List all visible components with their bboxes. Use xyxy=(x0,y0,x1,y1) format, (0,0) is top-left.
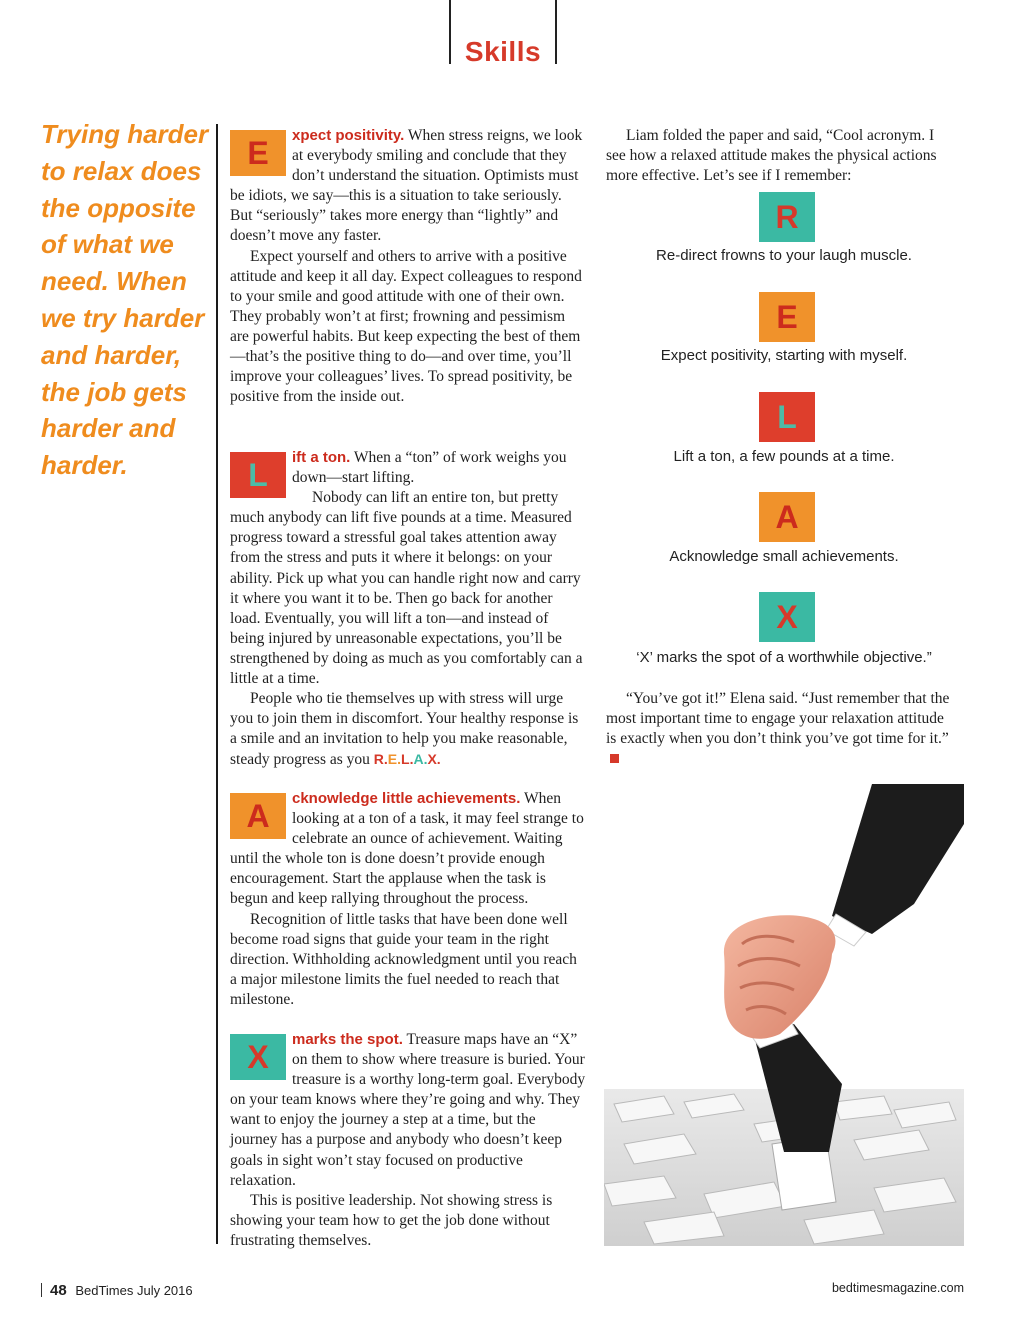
relax-letter-l: L. xyxy=(401,751,414,768)
acronym-box-a: A xyxy=(759,492,815,542)
paragraph: Nobody can lift an entire ton, but pretty much anybody can lift five pounds at a time. Measured progress toward a stressful goal takes attention away from the stress and puts it where it belongs: on your ability. Pick up what you can handle right now and carry it where you want it to be. Then go back for another load. Eventually, you will lift a ton—and instead of being injured by unreasonable expectations, you’ll be strengthened by doing as much as you comfortably can a little at a time. xyxy=(230,489,583,688)
section-marks-the-spot xyxy=(230,1030,586,1251)
paragraph-text: When looking at a ton of a task, it may feel strange to celebrate an ounce of achievement. Waiting until the whole ton is done doesn’t provide enough encouragement. Start the applause when the task is begun and keep rallying throughout the process. xyxy=(230,790,584,908)
relax-letter-x: X. xyxy=(427,751,441,768)
dropcap-x: X xyxy=(230,1034,286,1080)
section-lift-a-ton xyxy=(230,448,586,771)
paragraph: This is positive leadership. Not showing stress is showing your team how to get the job done without frustrating themselves. xyxy=(230,1191,553,1249)
dropcap-a: A xyxy=(230,793,286,839)
footer-website: bedtimesmagazine.com xyxy=(831,1281,964,1295)
paragraph-text: “You’ve got it!” Elena said. “Just remember that the most important time to engage your relaxation attitude is exactly when you don’t think you’ve got time for it.” xyxy=(606,690,950,748)
header-rule-right xyxy=(555,0,557,64)
publication-issue: BedTimes July 2016 xyxy=(75,1283,193,1298)
right-outro xyxy=(606,689,952,769)
page-number: 48 xyxy=(50,1282,67,1299)
relax-letter-a: A. xyxy=(413,751,428,768)
section-lead: xpect positivity. xyxy=(292,127,405,144)
section-lead: ift a ton. xyxy=(292,449,351,466)
paragraph-text: People who tie themselves up with stress will urge you to join them in discomfort. Your healthy response is a smile and an invitation to help you make reasonable, steady progress as you xyxy=(230,690,579,769)
paragraph: Liam folded the paper and said, “Cool acronym. I see how a relaxed attitude makes the physical actions more effective. Let’s see if I remember: xyxy=(606,127,937,185)
acronym-box-r: R xyxy=(759,192,815,242)
relax-letter-r: R. xyxy=(373,751,388,768)
paragraph: Recognition of little tasks that have been done well become road signs that guide your team in the right direction. Withholding acknowledgment until you reach a major milestone limits the fuel needed to reach that milestone. xyxy=(230,910,577,1008)
paragraph-text: When a “ton” of work weighs you down—start lifting. xyxy=(292,449,567,487)
clasped-hands xyxy=(724,915,836,1038)
section-expect-positivity xyxy=(230,126,586,407)
paragraph xyxy=(606,689,952,769)
pull-quote: Trying harder to relax does the opposite of what we need. When we try harder and harder, the job gets harder and harder. xyxy=(41,119,209,481)
footer-rule xyxy=(41,1283,42,1297)
dropcap-l: L xyxy=(230,452,286,498)
footer-folio xyxy=(50,1282,193,1299)
relax-letter-e: E. xyxy=(387,751,402,768)
acronym-caption-l: Lift a ton, a few pounds at a time. xyxy=(673,448,895,465)
right-intro xyxy=(606,126,952,186)
handshake-illustration xyxy=(604,784,964,1246)
section-lead: cknowledge little achievements. xyxy=(292,790,521,807)
paragraph xyxy=(230,689,586,770)
relax-acronym xyxy=(374,751,441,767)
end-of-article-mark xyxy=(610,754,619,763)
paragraph-text: When stress reigns, we look at everybody smiling and conclude that they don’t understand the situation. Optimists must be idiots, we say—this is a situation to take seriously. But “seriously” takes more energy than “lightly” and doesn’t move any faster. xyxy=(230,127,583,245)
section-acknowledge xyxy=(230,789,586,1010)
section-title: Skills xyxy=(464,36,542,67)
column-divider xyxy=(216,124,218,1244)
paragraph: Expect yourself and others to arrive with a positive attitude and keep it all day. Expect colleagues to respond to your smile and good attitude with one of their own. They probably won’t at first; frowning and pessimism are powerful habits. But keep expecting the best of them—that’s the positive thing to do—and over time, you’ll improve your colleagues’ lives. To spread positivity, be positive from the inside out. xyxy=(230,247,582,406)
acronym-box-x: X xyxy=(759,592,815,642)
acronym-box-e: E xyxy=(759,292,815,342)
acronym-caption-x: ‘X’ marks the spot of a worthwhile objective.” xyxy=(636,649,932,666)
upper-sleeve xyxy=(832,784,964,934)
section-lead: marks the spot. xyxy=(292,1031,403,1048)
acronym-caption-a: Acknowledge small achievements. xyxy=(669,548,899,565)
dropcap-e: E xyxy=(230,130,286,176)
paragraph-text: Treasure maps have an “X” on them to show where treasure is buried. Your treasure is a worthy long-term goal. Everybody on your team knows where they’re going and why. They want to enjoy the journey a step at a time, but the journey has a purpose and anybody who doesn’t keep goals in sight won’t stay focused on productive relaxation. xyxy=(230,1031,586,1189)
acronym-caption-r: Re-direct frowns to your laugh muscle. xyxy=(656,247,912,264)
acronym-box-l: L xyxy=(759,392,815,442)
acronym-caption-e: Expect positivity, starting with myself. xyxy=(660,347,908,364)
